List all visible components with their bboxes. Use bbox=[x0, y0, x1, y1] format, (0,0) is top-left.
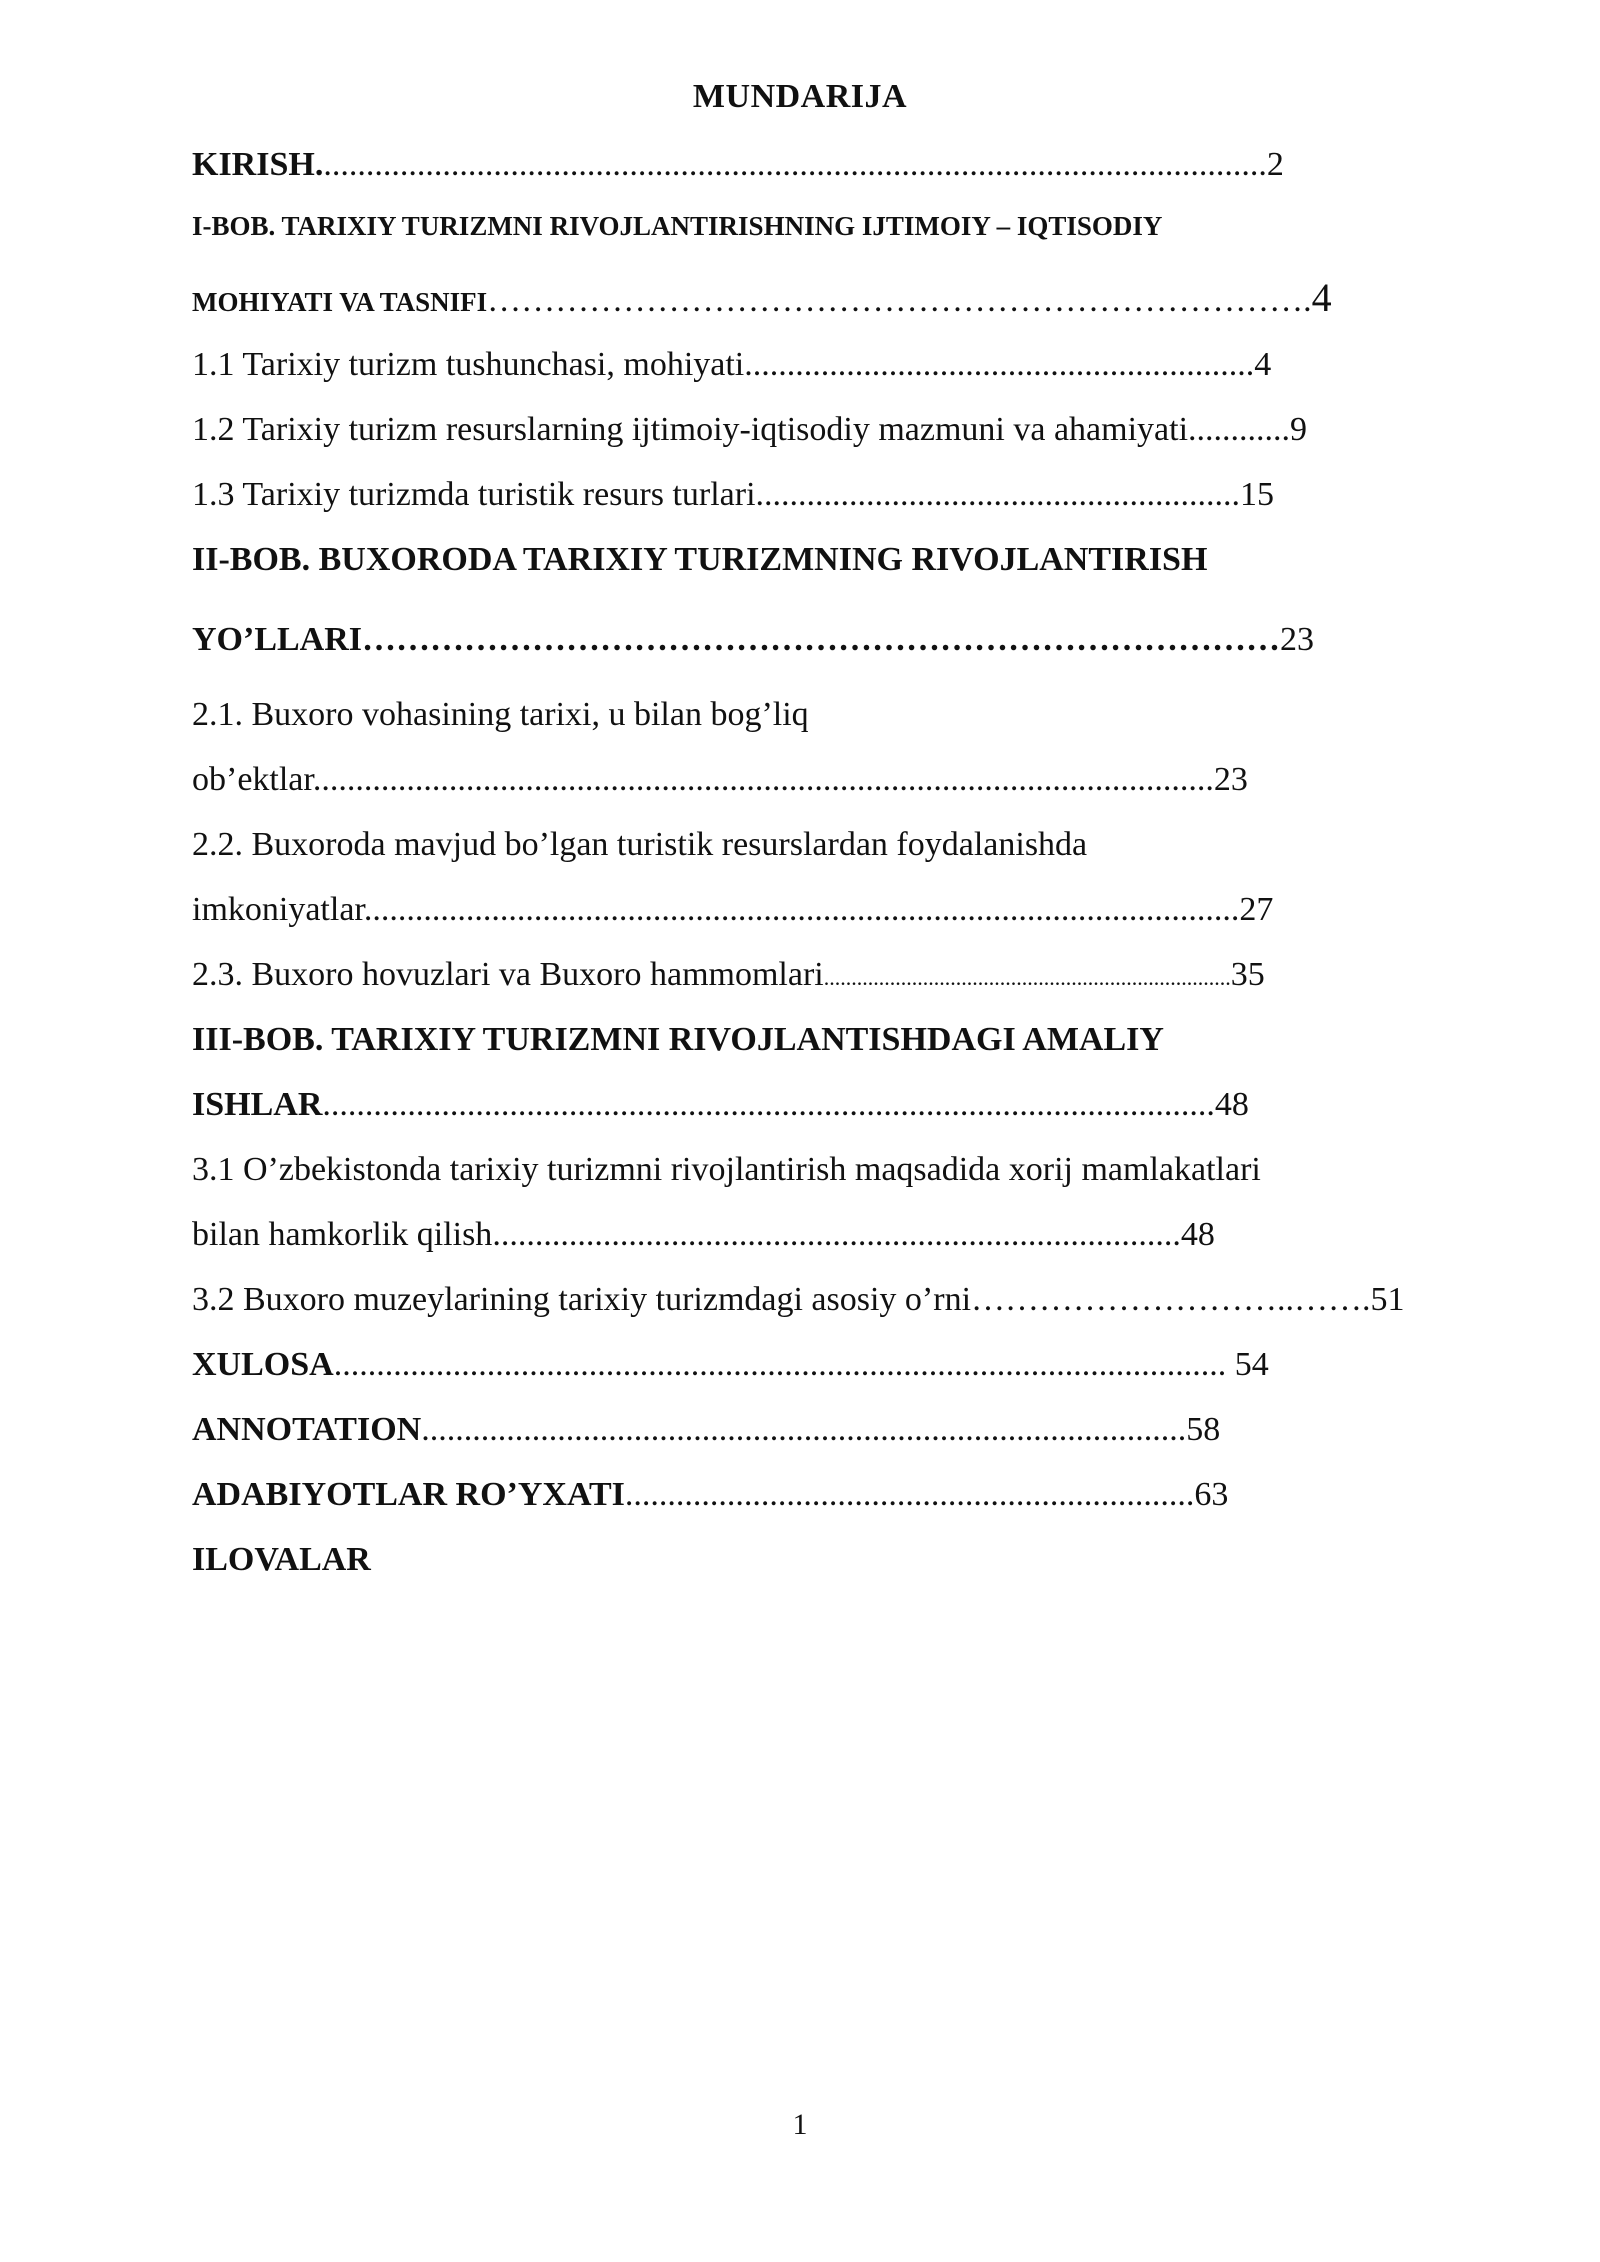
toc-entry-annotation: ANNOTATION..........................................................................................58 bbox=[192, 1411, 1221, 1448]
toc-entry-3-2: 3.2 Buxoro muzeylarining tarixiy turizmdagi asosiy o’rni………………………..…….51 bbox=[192, 1281, 1405, 1318]
toc-chapter-2-line1: II-BOB. BUXORODA TARIXIY TURIZMNING RIVOJLANTIRISH bbox=[192, 541, 1208, 578]
toc-chapter-3-line2: ISHLAR.........................................................................................................48 bbox=[192, 1086, 1249, 1123]
toc-entry-3-1-line1: 3.1 O’zbekistonda tarixiy turizmni rivojlantirish maqsadida xorij mamlakatlari bbox=[192, 1151, 1261, 1188]
toc-chapter-1-line2: MOHIYATI VA TASNIFI……………………………………………………………….4 bbox=[192, 275, 1332, 320]
toc-chapter-2-line2: YO’LLARI………………………………………………………………………23 bbox=[192, 621, 1315, 658]
toc-entry-2-1-line2: ob’ektlar..........................................................................................................23 bbox=[192, 761, 1248, 798]
toc-entry-3-1-line2: bilan hamkorlik qilish.................................................................................48 bbox=[192, 1216, 1215, 1253]
toc-entry-1-1: 1.1 Tarixiy turizm tushunchasi, mohiyati............................................................4 bbox=[192, 346, 1272, 383]
toc-entry-1-2: 1.2 Tarixiy turizm resurslarning ijtimoiy-iqtisodiy mazmuni va ahamiyati............9 bbox=[192, 411, 1308, 448]
toc-entry-kirish: KIRISH................................................................................................................2 bbox=[192, 146, 1284, 183]
page-title: MUNDARIJA bbox=[692, 78, 908, 115]
toc-entry-2-2-line2: imkoniyatlar.......................................................................................................27 bbox=[192, 891, 1274, 928]
toc-entry-2-3: 2.3. Buxoro hovuzlari va Buxoro hammomlari..........................................................................35 bbox=[192, 956, 1265, 993]
toc-chapter-3-line1: III-BOB. TARIXIY TURIZMNI RIVOJLANTISHDAGI AMALIY bbox=[192, 1021, 1164, 1058]
toc-entry-ilovalar: ILOVALAR bbox=[192, 1541, 371, 1578]
toc-entry-2-2-line1: 2.2. Buxoroda mavjud bo’lgan turistik resurslardan foydalanishda bbox=[192, 826, 1088, 863]
toc-entry-xulosa: XULOSA......................................................................................................... 54 bbox=[192, 1346, 1269, 1383]
page-number: 1 bbox=[792, 2108, 808, 2141]
toc-entry-1-3: 1.3 Tarixiy turizmda turistik resurs turlari.........................................................15 bbox=[192, 476, 1275, 513]
toc-entry-2-1-line1: 2.1. Buxoro vohasining tarixi, u bilan bog’liq bbox=[192, 696, 809, 733]
toc-chapter-1-line1: I-BOB. TARIXIY TURIZMNI RIVOJLANTIRISHNING IJTIMOIY – IQTISODIY bbox=[192, 211, 1163, 241]
toc-entry-adabiyotlar: ADABIYOTLAR RO’YXATI...................................................................63 bbox=[192, 1476, 1229, 1513]
